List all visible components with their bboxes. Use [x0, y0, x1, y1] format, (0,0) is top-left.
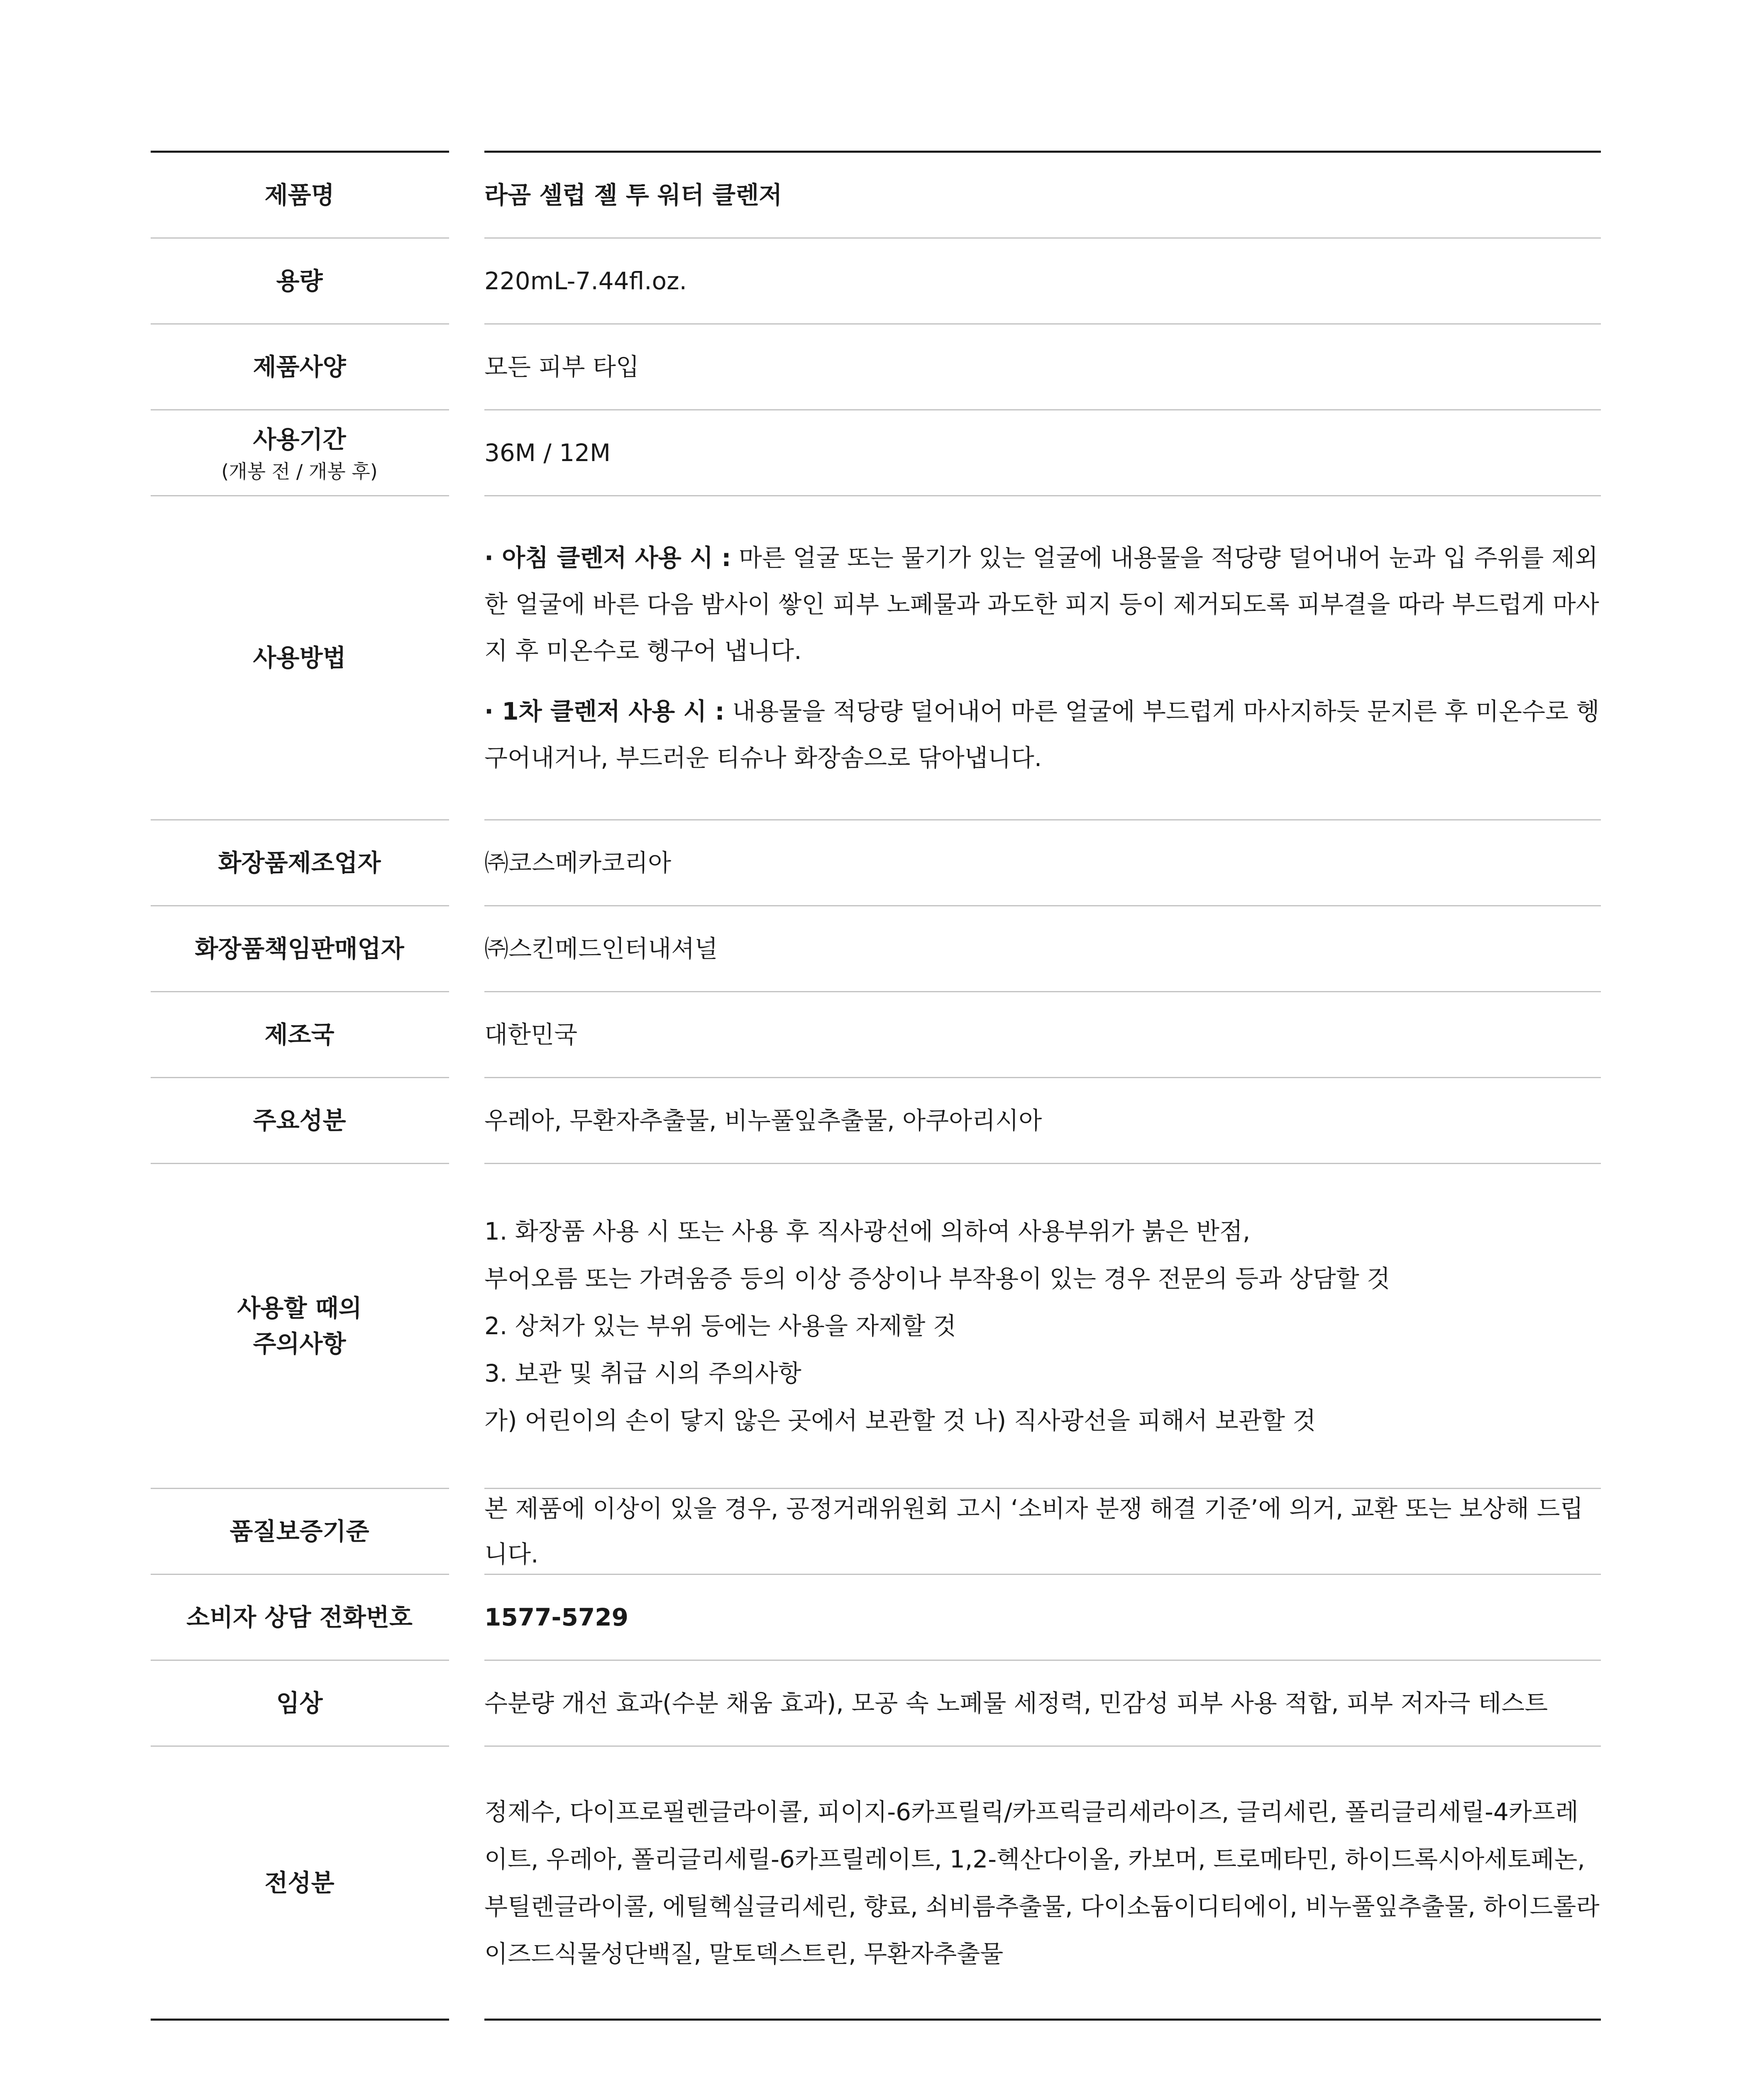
- directions-first-cleanse-text: 내용물을 적당량 덜어내어 마른 얼굴에 부드럽게 마사지하듯 문지른 후 미온수로 헹구어내거나, 부드러운 티슈나 화장솜으로 닦아냅니다.: [484, 697, 1600, 772]
- row-label-skin-type: 제품사양: [253, 353, 346, 381]
- row-label-shelf-life: [151, 410, 448, 495]
- row-label-directions: 사용방법: [253, 644, 346, 672]
- directions-morning-lead: · 아침 클렌저 사용 시 :: [484, 544, 731, 572]
- directions-morning: [484, 535, 1601, 674]
- row-value-volume: 220mL-7.44fl.oz.: [484, 267, 687, 295]
- row-label-distributor: 화장품책임판매업자: [195, 935, 404, 963]
- row-label-quality-guarantee: 품질보증기준: [230, 1517, 369, 1545]
- row-label-shelf-life-sub: (개봉 전 / 개봉 후): [221, 460, 378, 483]
- row-value-product-name: 라곰 셀럽 젤 투 워터 클렌저: [484, 181, 782, 209]
- row-label-product-name: 제품명: [264, 181, 335, 209]
- row-label-key-ingredients: 주요성분: [253, 1106, 346, 1135]
- row-value-country: 대한민국: [484, 1020, 578, 1049]
- row-label-cautions-line1: 사용할 때의: [237, 1294, 362, 1322]
- row-value-shelf-life: 36M / 12M: [484, 439, 611, 467]
- row-label-phone: 소비자 상담 전화번호: [186, 1603, 413, 1631]
- row-label-volume: 용량: [276, 267, 323, 295]
- caution-line: 2. 상처가 있는 부위 등에는 사용을 자제할 것: [484, 1312, 956, 1340]
- row-value-manufacturer: ㈜코스메카코리아: [484, 849, 672, 877]
- table-bottom-rule-right: [484, 2019, 1601, 2021]
- row-value-clinical: 수분량 개선 효과(수분 채움 효과), 모공 속 노폐물 세정력, 민감성 피부 사용 적합, 피부 저자극 테스트: [484, 1689, 1548, 1717]
- row-label-clinical: 임상: [276, 1689, 323, 1717]
- row-value-full-ingredients: 정제수, 다이프로필렌글라이콜, 피이지-6카프릴릭/카프릭글리세라이즈, 글리세린, 폴리글리세릴-4카프레이트, 우레아, 폴리글리세릴-6카프릴레이트, 1,2-헥산다이올, 카보머, 트로메타민, 하이드록시아세토페논, 부틸렌글라이콜, 에틸헥실글리세린, 향료, 쇠비름추출물, 다이소듐이디티에이, 비누풀잎추출물, 하이드롤라이즈드식물성단백질, 말토덱스트린, 무환자추출물: [484, 1797, 1600, 1968]
- row-value-key-ingredients: 우레아, 무환자추출물, 비누풀잎추출물, 아쿠아리시아: [484, 1106, 1042, 1135]
- row-value-quality-guarantee: 본 제품에 이상이 있을 경우, 공정거래위원회 고시 ‘소비자 분쟁 해결 기준’에 의거, 교환 또는 보상해 드립니다.: [484, 1494, 1583, 1568]
- caution-line: 부어오름 또는 가려움증 등의 이상 증상이나 부작용이 있는 경우 전문의 등과 상담할 것: [484, 1265, 1390, 1293]
- row-label-shelf-life-title: 사용기간: [253, 425, 346, 454]
- row-label-cautions: [151, 1164, 448, 1488]
- directions-first-cleanse: [484, 688, 1601, 781]
- row-value-phone: 1577-5729: [484, 1603, 628, 1631]
- caution-line: 1. 화장품 사용 시 또는 사용 후 직사광선에 의하여 사용부위가 붉은 반점,: [484, 1217, 1251, 1245]
- directions-first-cleanse-lead: · 1차 클렌저 사용 시 :: [484, 697, 725, 725]
- table-bottom-rule-left: [151, 2019, 449, 2021]
- row-label-cautions-line2: 주의사항: [253, 1330, 346, 1358]
- row-value-skin-type: 모든 피부 타입: [484, 353, 640, 381]
- row-label-manufacturer: 화장품제조업자: [218, 849, 381, 877]
- row-value-directions: [484, 496, 1601, 819]
- directions-morning-text: 마른 얼굴 또는 물기가 있는 얼굴에 내용물을 적당량 덜어내어 눈과 입 주위를 제외한 얼굴에 바른 다음 밤사이 쌓인 피부 노폐물과 과도한 피지 등이 제거되도록 피부결을 따라 부드럽게 마사지 후 미온수로 헹구어 냅니다.: [484, 544, 1599, 665]
- row-label-full-ingredients: 전성분: [264, 1868, 335, 1897]
- row-value-distributor: ㈜스킨메드인터내셔널: [484, 935, 718, 963]
- row-value-cautions: [484, 1164, 1601, 1488]
- caution-line: 3. 보관 및 취급 시의 주의사항: [484, 1359, 801, 1387]
- row-label-country: 제조국: [264, 1020, 335, 1049]
- caution-line: 가) 어린이의 손이 닿지 않은 곳에서 보관할 것 나) 직사광선을 피해서 보관할 것: [484, 1406, 1316, 1435]
